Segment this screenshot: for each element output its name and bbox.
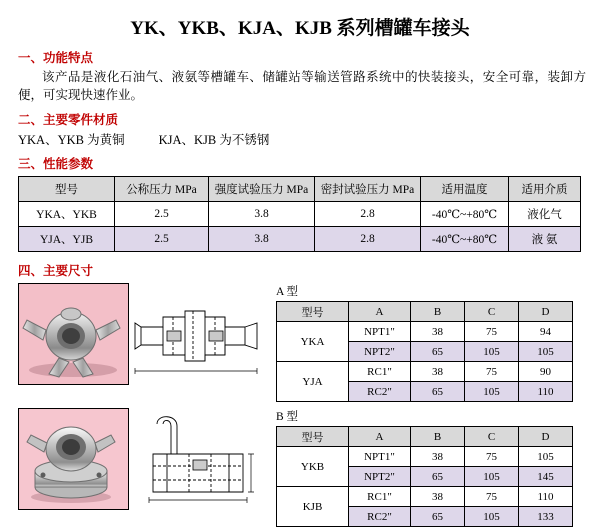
cell: 75 [465,447,519,467]
table-row [277,487,573,507]
col-header: A [349,302,411,322]
cell: 2.5 [115,202,209,227]
dim-table-a [276,301,573,402]
dim-table-a-wrap [276,283,584,402]
table-row [19,202,581,227]
materials-left: YKA、YKB 为黄铜 [18,133,125,148]
section-heading-performance: 三、性能参数 [18,157,94,172]
cell: NPT1" [349,447,411,467]
cell: YJA、YJB [19,227,115,252]
cell: 3.8 [209,227,315,252]
performance-table [18,176,581,252]
cell: 38 [411,362,465,382]
cell: 38 [411,487,465,507]
section-heading-dimensions: 四、主要尺寸 [18,264,94,279]
cell: 110 [519,382,573,402]
photo-b-artwork [19,409,128,509]
cell: NPT2" [349,467,411,487]
cell: 90 [519,362,573,382]
cell: 2.8 [315,227,421,252]
col-header: C [465,302,519,322]
cell: 133 [519,507,573,527]
cell: 65 [411,382,465,402]
col-header: D [519,302,573,322]
row-label: YKB [277,447,349,487]
row-label: YJA [277,362,349,402]
materials-right: KJA、KJB 为不锈钢 [158,133,270,148]
table-header-row [277,302,573,322]
cell: 38 [411,447,465,467]
dim-table-b-label: B 型 [276,411,299,424]
col-header: 型号 [19,177,115,202]
row-label: YKA [277,322,349,362]
section-features-text: 该产品是液化石油气、液氨等槽罐车、储罐站等输送管路系统中的快装接头，安全可靠，装卸方便，可实现快速作业。 [18,70,586,103]
cell: -40℃~+80℃ [421,227,509,252]
cell: RC1" [349,362,411,382]
table-row [19,227,581,252]
cell: 145 [519,467,573,487]
table-row [277,362,573,382]
cell: 65 [411,507,465,527]
row-label: KJB [277,487,349,527]
dim-table-b [276,426,573,527]
col-header: B [411,302,465,322]
col-header: 型号 [277,427,349,447]
drawing-a-artwork [133,283,268,383]
col-header: 强度试验压力 MPa [209,177,315,202]
dimension-block-a [18,283,584,402]
col-header: B [411,427,465,447]
table-row [277,447,573,467]
cell: 38 [411,322,465,342]
cell: 105 [519,447,573,467]
cell: 2.8 [315,202,421,227]
table-row [277,322,573,342]
page-title: YK、YKB、KJA、KJB 系列槽罐车接头 [130,18,470,39]
table-header-row [19,177,581,202]
cell: 105 [465,507,519,527]
cell: 65 [411,342,465,362]
col-header: C [465,427,519,447]
cell: NPT2" [349,342,411,362]
cell: 65 [411,467,465,487]
cell: 105 [465,382,519,402]
dim-table-b-wrap [276,408,584,527]
col-header: 公称压力 MPa [115,177,209,202]
section-heading-features: 一、功能特点 [18,51,94,65]
drawing-b-artwork [133,408,268,508]
cell: 液 氨 [509,227,581,252]
cell: YKA、YKB [19,202,115,227]
photo-a-artwork [19,284,128,384]
cell: 液化气 [509,202,581,227]
materials-line [18,130,600,148]
cell: 105 [519,342,573,362]
drawing-type-b [133,408,268,508]
dimension-block-b [18,408,584,527]
section-heading-materials: 二、主要零件材质 [18,113,119,128]
cell: 94 [519,322,573,342]
photo-type-b [18,408,129,510]
col-header: A [349,427,411,447]
cell: 75 [465,487,519,507]
table-header-row [277,427,573,447]
col-header: D [519,427,573,447]
col-header: 密封试验压力 MPa [315,177,421,202]
cell: 110 [519,487,573,507]
dimensions-area [18,283,584,527]
cell: 75 [465,322,519,342]
cell: 75 [465,362,519,382]
photo-type-a [18,283,129,385]
cell: 105 [465,342,519,362]
cell: 2.5 [115,227,209,252]
dim-table-a-label: A 型 [276,286,299,299]
col-header: 适用温度 [421,177,509,202]
cell: -40℃~+80℃ [421,202,509,227]
cell: RC2" [349,507,411,527]
cell: RC2" [349,382,411,402]
col-header: 适用介质 [509,177,581,202]
drawing-type-a [133,283,268,383]
cell: RC1" [349,487,411,507]
cell: NPT1" [349,322,411,342]
cell: 3.8 [209,202,315,227]
cell: 105 [465,467,519,487]
col-header: 型号 [277,302,349,322]
